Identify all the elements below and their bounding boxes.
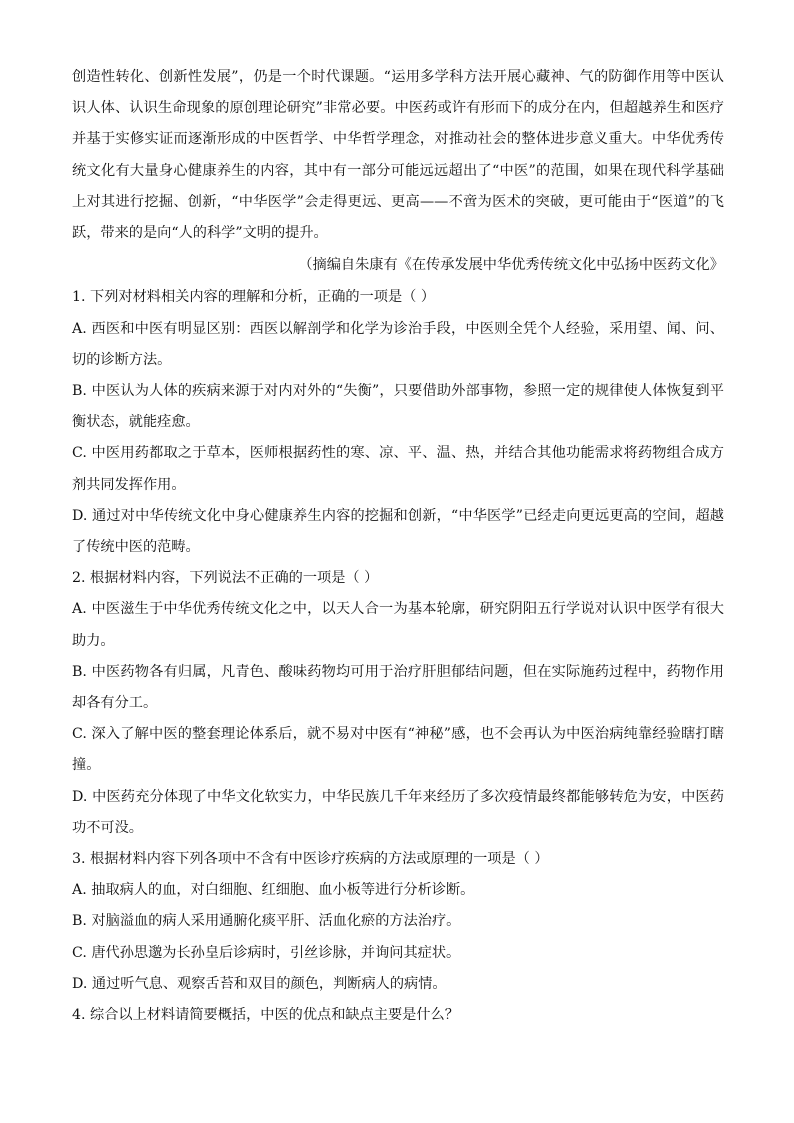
question-1-option-c: C. 中医用药都取之于草本，医师根据药性的寒、凉、平、温、热，并结合其他功能需求将药物组合成方剂共同发挥作用。 (72, 445, 724, 493)
question-2-option-c: C. 深入了解中医的整套理论体系后，就不易对中医有“神秘”感，也不会再认为中医治病纯靠经验瞎打瞎撞。 (72, 726, 724, 774)
question-1-option-b: B. 中医认为人体的疾病来源于对内对外的“失衡”，只要借助外部事物，参照一定的规律使人体恢复到平衡状态，就能痊愈。 (72, 383, 724, 431)
question-3-option-b: B. 对脑溢血的病人采用通腑化痰平肝、活血化瘀的方法治疗。 (72, 913, 461, 930)
question-1-option-d: D. 通过对中华传统文化中身心健康养生内容的挖掘和创新，“中华医学”已经走向更远更高的空间，超越了传统中医的范畴。 (72, 507, 724, 556)
question-4-stem: 4. 综合以上材料请简要概括，中医的优点和缺点主要是什么？ (72, 1007, 459, 1024)
question-3-option-c: C. 唐代孙思邈为长孙皇后诊病时，引丝诊脉，并询问其症状。 (72, 944, 461, 961)
exam-page (72, 62, 724, 1031)
question-1-stem: 1. 下列对材料相关内容的理解和分析，正确的一项是（ ） (72, 289, 436, 306)
passage-paragraph: 创造性转化、创新性发展”，仍是一个时代课题。“运用多学科方法开展心藏神、气的防御作用等中医认识人体、认识生命现象的原创理论研究”非常必要。中医药或许有形而下的成分在内，但超越养生和医疗并基于实修实证而逐渐形成的中医哲学、中华哲学理念，对推动社会的整体进步意义重大。中华优秀传统文化有大量身心健康养生的内容，其中有一部分可能远远超出了“中医”的范围，如果在现代科学基础上对其进行挖掘、创新，“中华医学”会走得更远、更高——不啻为医术的突破，更可能由于“医道”的飞跃，带来的是向“人的科学”文明的提升。 (72, 69, 724, 242)
passage-source: （摘编自朱康有《在传承发展中华优秀传统文化中弘扬中医药文化》 (298, 257, 724, 274)
question-2-stem: 2. 根据材料内容，下列说法不正确的一项是（ ） (72, 570, 379, 587)
question-3-stem: 3. 根据材料内容下列各项中不含有中医诊疗疾病的方法或原理的一项是（ ） (72, 851, 549, 868)
question-2-option-b: B. 中医药物各有归属，凡青色、酸味药物均可用于治疗肝胆郁结问题，但在实际施药过程中，药物作用却各有分工。 (72, 663, 724, 712)
question-3-option-d: D. 通过听气息、观察舌苔和双目的颜色，判断病人的病情。 (72, 975, 447, 992)
question-1-option-a: A. 西医和中医有明显区别：西医以解剖学和化学为诊治手段，中医则全凭个人经验，采用望、闻、问、切的诊断方法。 (72, 320, 724, 368)
question-2-option-d: D. 中医药充分体现了中华文化软实力，中华民族几千年来经历了多次疫情最终都能够转危为安，中医药功不可没。 (72, 788, 724, 836)
question-3-option-a: A. 抽取病人的血，对白细胞、红细胞、血小板等进行分析诊断。 (72, 882, 475, 899)
question-2-option-a: A. 中医滋生于中华优秀传统文化之中，以天人合一为基本轮廓，研究阴阳五行学说对认识中医学有很大助力。 (72, 601, 724, 649)
